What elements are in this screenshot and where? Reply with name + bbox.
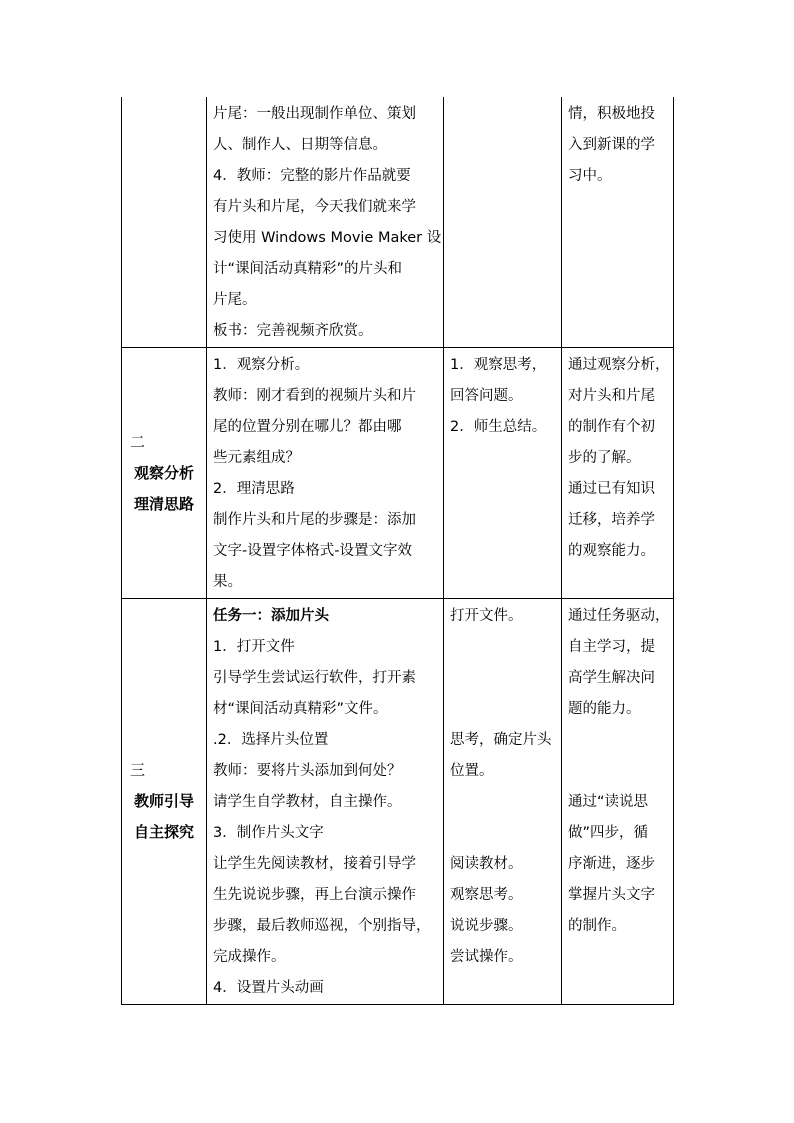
text-line: 教师：要将片头添加到何处？ [213, 763, 402, 779]
design-purpose-cell [562, 97, 674, 348]
text-line: 迁移，培养学 [568, 512, 655, 528]
text-line: 教师：刚才看到的视频片头和片 [213, 388, 416, 404]
text-line: 板书：完善视频齐欣赏。 [213, 323, 373, 339]
text-line: 果。 [213, 574, 242, 590]
text-line: 自主学习，提 [568, 639, 655, 655]
text-line: 习使用 Windows Movie Maker 设 [213, 230, 442, 246]
spacer [450, 787, 556, 818]
text-line: 引导学生尝试运行软件，打开素 [213, 670, 416, 686]
table-row [122, 348, 674, 599]
spacer [568, 725, 668, 756]
text-line: 题的能力。 [568, 701, 641, 717]
text-line: 对片头和片尾 [568, 388, 655, 404]
text-line: 1．观察思考， [450, 357, 547, 373]
text-line: 请学生自学教材，自主操作。 [213, 794, 402, 810]
text-line: 阅读教材。 [450, 856, 523, 872]
text-line: 2．师生总结。 [450, 419, 547, 435]
text-line: 4．教师：完整的影片作品就要 [213, 168, 411, 184]
text-line: 序渐进，逐步 [568, 856, 655, 872]
text-line: 做”四步，循 [568, 825, 649, 841]
text-line: 入到新课的学 [568, 137, 655, 153]
text-line: 习中。 [568, 168, 612, 184]
text-line: 片尾。 [213, 292, 257, 308]
text-line: 1．打开文件 [213, 639, 295, 655]
task-title: 任务一：添加片头 [213, 608, 329, 624]
text-line: 的观察能力。 [568, 543, 655, 559]
stage-title: 教师引导 [133, 792, 194, 810]
text-line: 尾的位置分别在哪儿？都由哪 [213, 419, 402, 435]
text-line: 3．制作片头文字 [213, 825, 324, 841]
text-line: 计“课间活动真精彩”的片头和 [213, 261, 403, 277]
lesson-plan-table [121, 97, 674, 1005]
text-line: 让学生先阅读教材，接着引导学 [213, 856, 416, 872]
text-line: 的制作有个初 [568, 419, 655, 435]
text-line: 材“课间活动真精彩”文件。 [213, 701, 388, 717]
text-line: 的制作。 [568, 918, 626, 934]
stage-number: 三 [130, 761, 146, 779]
text-line: 回答问题。 [450, 388, 523, 404]
text-line: 掌握片头文字 [568, 887, 655, 903]
text-line: 观察思考。 [450, 887, 523, 903]
table-row [122, 97, 674, 348]
text-line: 生先说说步骤，再上台演示操作 [213, 887, 416, 903]
stage-cell [122, 348, 207, 599]
text-line: 步的了解。 [568, 450, 641, 466]
text-line: 说说步骤。 [450, 918, 523, 934]
student-activity-cell [444, 599, 562, 1005]
spacer [568, 756, 668, 787]
design-purpose-cell [562, 348, 674, 599]
spacer [450, 818, 556, 849]
text-line: 4．设置片头动画 [213, 980, 324, 996]
teacher-activity-cell [207, 599, 444, 1005]
spacer [450, 632, 556, 663]
text-line: 2．理清思路 [213, 481, 295, 497]
table-row [122, 599, 674, 1005]
design-purpose-cell [562, 599, 674, 1005]
stage-title: 理清思路 [133, 494, 194, 513]
text-line: 尝试操作。 [450, 949, 523, 965]
text-line: 步骤，最后教师巡视，个别指导， [213, 918, 431, 934]
stage-title: 观察分析 [133, 463, 194, 482]
text-line: 通过观察分析， [568, 357, 670, 373]
text-line: 人、制作人、日期等信息。 [213, 137, 387, 153]
text-line: 些元素组成？ [213, 450, 300, 466]
text-line: 1．观察分析。 [213, 357, 310, 373]
text-line: 位置。 [450, 763, 494, 779]
text-line: 有片头和片尾，今天我们就来学 [213, 199, 416, 215]
stage-title: 自主探究 [133, 823, 194, 841]
stage-cell [122, 97, 207, 348]
text-line: .2．选择片头位置 [213, 732, 329, 748]
text-line: 通过“读说思 [568, 794, 649, 810]
text-line: 打开文件。 [450, 608, 523, 624]
text-line: 通过任务驱动， [568, 608, 670, 624]
text-line: 制作片头和片尾的步骤是：添加 [213, 512, 416, 528]
text-line: 思考，确定片头 [450, 732, 552, 748]
text-line: 文字-设置字体格式-设置文字效 [213, 543, 412, 559]
stage-number: 二 [130, 432, 146, 451]
teacher-activity-cell [207, 348, 444, 599]
student-activity-cell [444, 348, 562, 599]
student-activity-cell [444, 97, 562, 348]
text-line: 高学生解决问 [568, 670, 655, 686]
spacer [450, 694, 556, 725]
text-line: 完成操作。 [213, 949, 286, 965]
text-line: 情，积极地投 [568, 106, 655, 122]
teacher-activity-cell [207, 97, 444, 348]
text-line: 片尾：一般出现制作单位、策划 [213, 106, 416, 122]
text-line: 通过已有知识 [568, 481, 655, 497]
stage-cell [122, 599, 207, 1005]
spacer [450, 663, 556, 694]
